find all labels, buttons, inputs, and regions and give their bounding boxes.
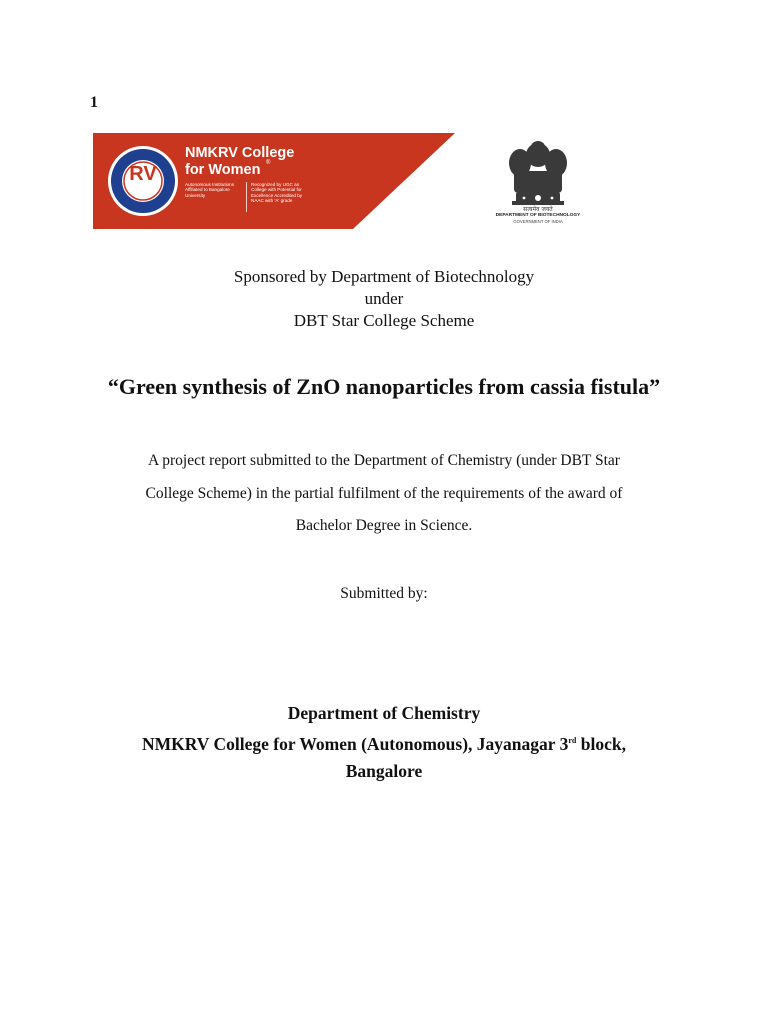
college-banner-logo	[93, 133, 455, 229]
college-affiliation-text: Autonomous Institutions Affiliated to Bangalore University	[185, 182, 235, 198]
description-line: College Scheme) in the partial fulfilment of the requirements of the award of	[145, 484, 623, 502]
emblem-department: DEPARTMENT OF BIOTECHNOLOGY	[495, 213, 581, 218]
description-line: Bachelor Degree in Science.	[295, 517, 473, 534]
sponsor-line: under	[364, 289, 404, 308]
project-description	[0, 445, 768, 543]
college-address: NMKRV College for Women (Autonomous), Jayanagar 3rd block,	[142, 733, 626, 754]
registered-mark: ®	[266, 160, 271, 166]
banner-divider	[246, 182, 247, 212]
project-title: “Green synthesis of ZnO nanoparticles from cassia fistula”	[107, 374, 661, 399]
emblem-government: GOVERNMENT OF INDIA	[513, 219, 563, 224]
seal-monogram: RV	[129, 163, 157, 185]
description-line: A project report submitted to the Department of Chemistry (under DBT Star	[148, 452, 620, 469]
page-number: 1	[90, 94, 98, 111]
emblem-motto: सत्यमेव जयते	[523, 206, 553, 213]
sponsor-line: DBT Star College Scheme	[293, 311, 475, 330]
city-name: Bangalore	[345, 760, 423, 781]
department-name: Department of Chemistry	[287, 703, 481, 723]
sponsor-block	[0, 266, 768, 332]
submitted-by-label: Submitted by:	[340, 585, 428, 602]
sponsor-line: Sponsored by Department of Biotechnology	[233, 267, 535, 286]
college-recognition-text: Recognized by UGC as College with Potential for Excellence Accredited by NAAC with 'A' grade	[251, 182, 303, 204]
college-name: NMKRV College for Women	[185, 145, 295, 178]
department-block	[0, 700, 768, 785]
